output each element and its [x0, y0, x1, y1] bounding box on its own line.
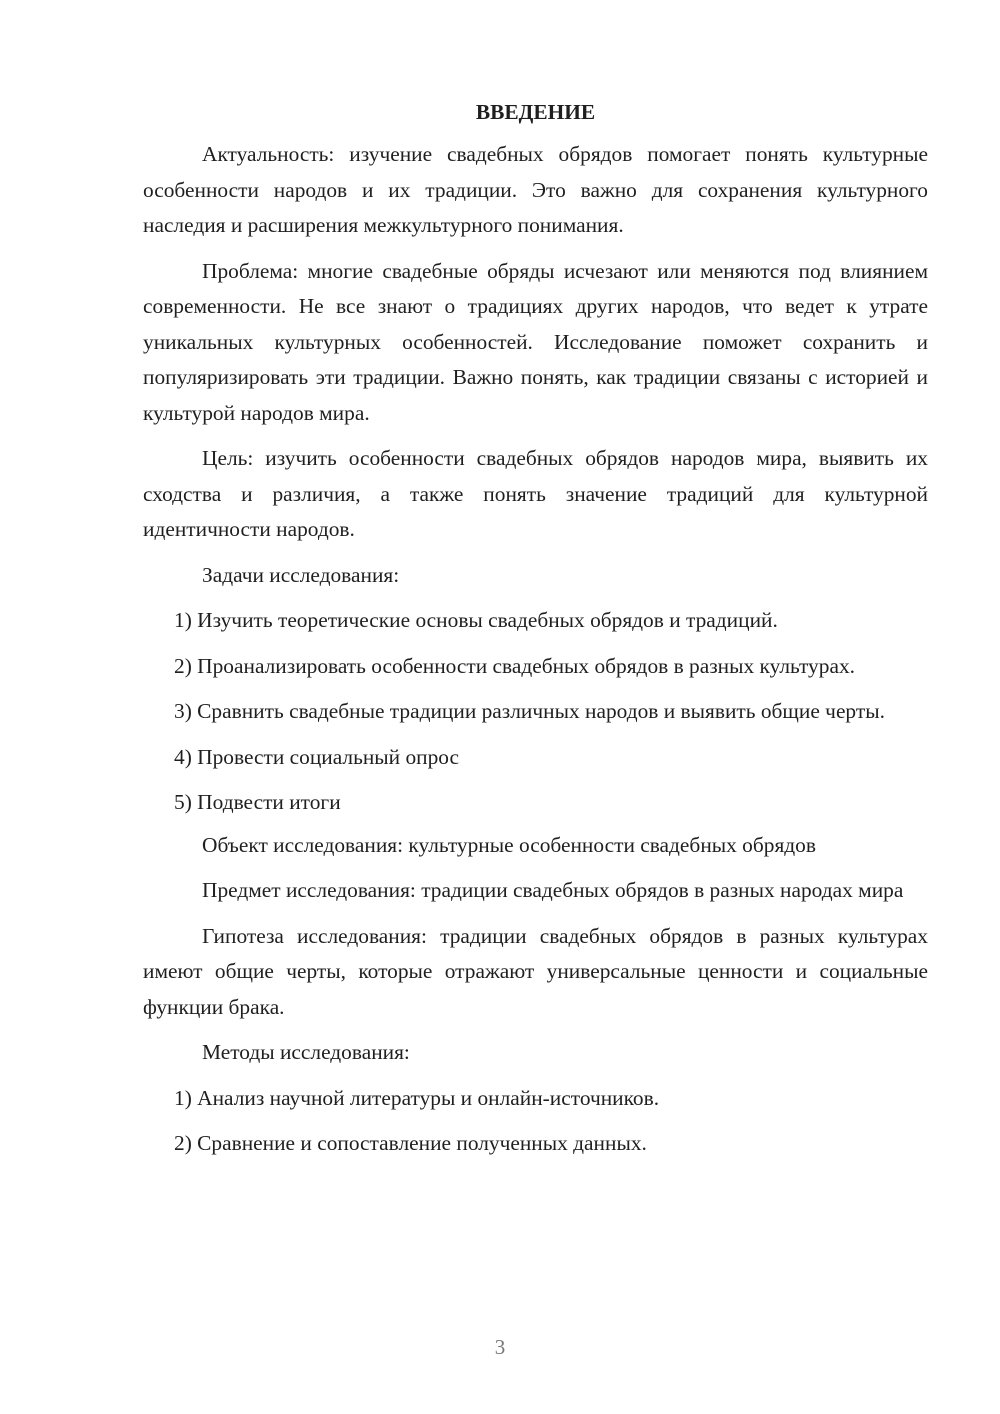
methods-heading: Методы исследования:: [202, 1040, 410, 1064]
page-number: 3: [494, 1335, 506, 1359]
task-item-2: 2) Проанализировать особенности свадебных обрядов в разных культурах.: [174, 653, 855, 678]
object-paragraph: Объект исследования: культурные особенности свадебных обрядов: [202, 832, 816, 857]
method-item-1: 1) Анализ научной литературы и онлайн-источников.: [174, 1085, 660, 1110]
goal-paragraph: Цель: изучить особенности свадебных обрядов народов мира, выявить их сходства и различия, а также понять значение традиций для культурной идентичности народов.: [143, 446, 928, 541]
method-item-2: 2) Сравнение и сопоставление полученных данных.: [174, 1131, 647, 1155]
hypothesis-paragraph: Гипотеза исследования: традиции свадебных обрядов в разных культурах имеют общие черты, которые отражают универсальные ценности и социальные функции брака.: [143, 923, 928, 1019]
problem-paragraph: Проблема: многие свадебные обряды исчезают или меняются под влиянием современности. Не все знают о традициях других народов, что ведет к утрате уникальных культурных особенностей. Исследование поможет сохранить и популяризировать эти традиции. Важно понять, как традиции связаны с историей и культурой народов мира.: [143, 258, 928, 425]
task-item-4: 4) Провести социальный опрос: [174, 744, 460, 769]
task-item-5: 5) Подвести итоги: [174, 790, 341, 814]
task-item-3: 3) Сравнить свадебные традиции различных народов и выявить общие черты.: [174, 699, 885, 723]
subject-paragraph: Предмет исследования: традиции свадебных обрядов в разных народах мира: [202, 878, 904, 902]
relevance-paragraph: Актуальность: изучение свадебных обрядов помогает понять культурные особенности народов и их традиции. Это важно для сохранения культурного наследия и расширения межкультурного понимания.: [143, 142, 928, 237]
task-item-1: 1) Изучить теоретические основы свадебных обрядов и традиций.: [174, 608, 778, 632]
page-title: ВВЕДЕНИЕ: [475, 100, 596, 124]
tasks-heading: Задачи исследования:: [202, 562, 400, 587]
